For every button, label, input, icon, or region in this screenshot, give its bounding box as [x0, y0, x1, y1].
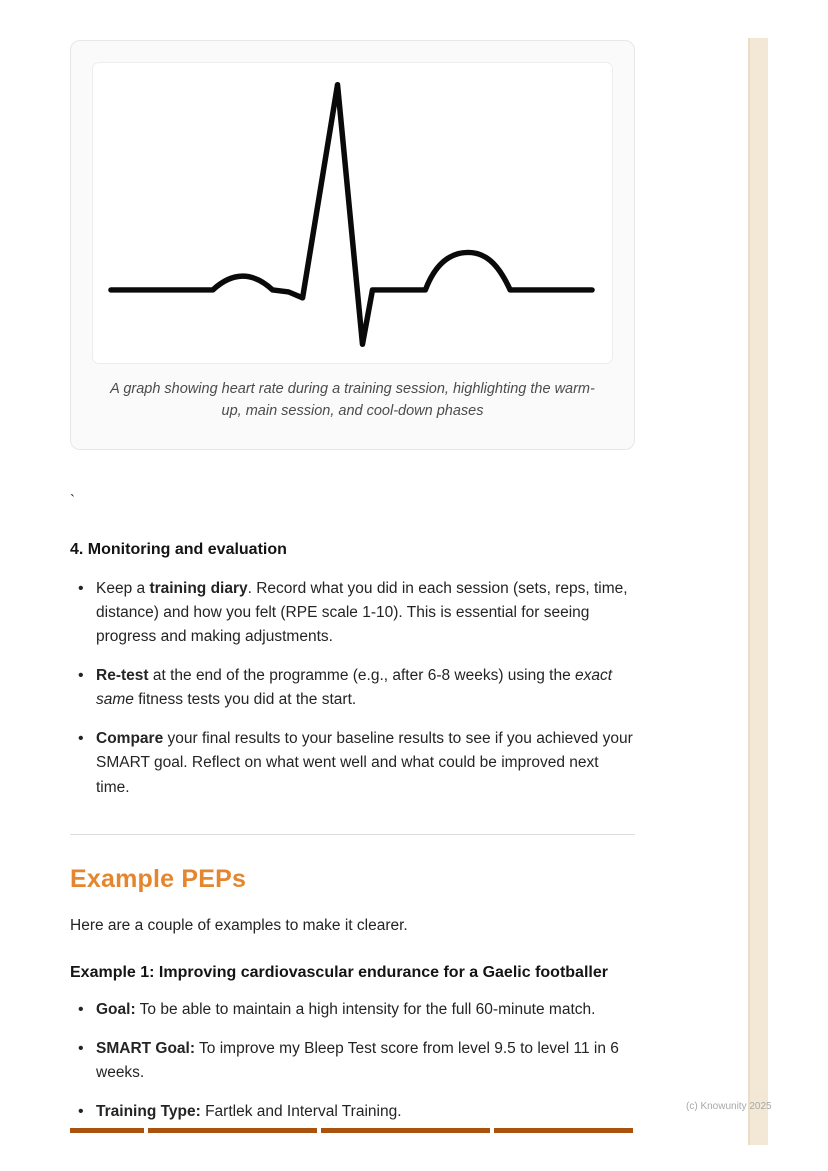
- text-segment: Training Type:: [96, 1102, 201, 1120]
- list-item: [70, 727, 635, 800]
- side-scroll-stripe: [748, 38, 768, 1145]
- heart-rate-chart: [93, 63, 612, 363]
- text-segment: training diary: [149, 579, 248, 597]
- list-item: [70, 998, 635, 1022]
- list-item: [70, 664, 635, 713]
- text-segment: fitness tests you did at the start.: [133, 691, 357, 709]
- stray-backtick: `: [70, 491, 75, 509]
- list-item: [70, 1037, 635, 1086]
- monitoring-list: [70, 577, 635, 801]
- section-divider: [70, 834, 635, 835]
- table-border-segment: [148, 1128, 317, 1133]
- text-segment: Keep a: [96, 579, 150, 597]
- text-segment: To improve my Bleep Test score from level 9.5 to level 11 in 6 weeks.: [96, 1039, 619, 1082]
- intro-paragraph: Here are a couple of examples to make it clearer.: [70, 917, 408, 935]
- table-border-segment: [494, 1128, 633, 1133]
- figure-caption: A graph showing heart rate during a training session, highlighting the warm-up, main session, and cool-down phases: [110, 381, 595, 419]
- list-item: [70, 1100, 635, 1124]
- heart-rate-ecg-graphic: [93, 65, 612, 361]
- section-heading-example-peps: Example PEPs: [70, 865, 247, 894]
- text-segment: Compare: [96, 729, 164, 747]
- table-border-segment: [70, 1128, 144, 1133]
- ecg-line: [111, 85, 592, 344]
- text-segment: Fartlek and Interval Training.: [200, 1102, 402, 1120]
- table-border-segment: [321, 1128, 490, 1133]
- figure-card: [70, 40, 635, 450]
- text-segment: your final results to your baseline results to see if you achieved your SMART goal. Reflect on what went well and what could be improved next time.: [96, 729, 633, 796]
- example1-heading: Example 1: Improving cardiovascular endurance for a Gaelic footballer: [70, 964, 608, 982]
- watermark: (c) Knowunity 2025: [686, 1101, 772, 1112]
- text-segment: Re-test: [96, 666, 149, 684]
- text-segment: To be able to maintain a high intensity for the full 60-minute match.: [135, 1001, 596, 1019]
- text-segment: SMART Goal:: [96, 1039, 196, 1057]
- example1-list: [70, 998, 635, 1124]
- text-segment: at the end of the programme (e.g., after 6-8 weeks) using the: [148, 666, 576, 684]
- text-segment: . Record what you did in each session (sets, reps, time, distance) and how you felt (RPE scale 1-10). This is essential for seeing progress and making adjustments.: [96, 579, 628, 646]
- section-heading-monitoring: 4. Monitoring and evaluation: [70, 540, 287, 558]
- list-item: [70, 577, 635, 650]
- table-top-border: [70, 1128, 633, 1133]
- text-segment: Goal:: [96, 1001, 136, 1019]
- text-segment: exact same: [96, 666, 613, 709]
- article-content: [70, 40, 635, 1138]
